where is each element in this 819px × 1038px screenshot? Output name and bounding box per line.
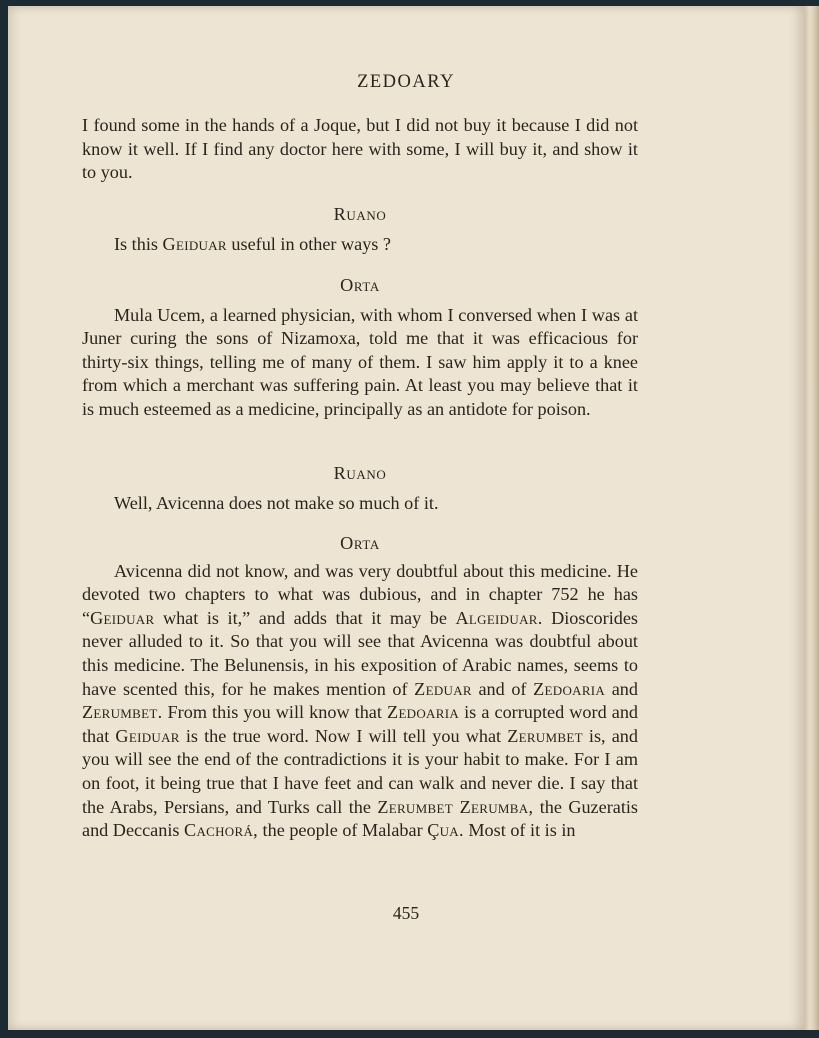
term: Geiduar bbox=[90, 607, 155, 628]
term: Zerumbet. bbox=[82, 702, 163, 723]
paragraph: Well, Avicenna does not make so much of it. bbox=[114, 492, 439, 513]
page-edges bbox=[804, 6, 819, 1030]
book-page bbox=[8, 6, 804, 1030]
term: Geiduar bbox=[162, 233, 227, 254]
paragraph: I found some in the hands of a Joque, but I did not buy it because I did not know it well. If I find any doctor here with some, I will buy it, and show it to you. bbox=[82, 115, 638, 183]
term: Zeduar bbox=[414, 678, 472, 699]
term: Algeiduar. bbox=[455, 607, 543, 628]
paragraph: Is this Geiduar useful in other ways ? bbox=[114, 233, 392, 254]
paragraph: Avicenna did not know, and was very doubtful about this medicine. He devoted two chapters to what was dubious, and in chapter 752 he has “Geiduar what is it,” and adds that it may be Algeiduar. Dioscorides never alluded to it. So that you will see that Avicenna was doubtful about this medicine. The Belunensis, in his exposition of Arabic names, seems to have scented this, for he makes mention of Zeduar and of Zedoaria and Zerumbet. From this you will know that Zedoaria is a corrupted word and that Geiduar is the true word. Now I will tell you what Zerumbet is, and you will see the end of the contradictions it is your habit to make. For I am on foot, it being true that I have feet and can walk and never die. I say that the Arabs, Persians, and Turks call the Zerumbet Zerumba, the Guzeratis and Deccanis Cachorá, the people of Malabar Çua. Most of it is in bbox=[82, 560, 639, 841]
dialogue-block-5 bbox=[82, 532, 638, 843]
term: Zedoaria bbox=[533, 678, 606, 699]
speaker-heading: Ruano bbox=[333, 204, 387, 224]
term: Geiduar bbox=[115, 725, 180, 746]
term: Zedoaria bbox=[387, 702, 460, 723]
dialogue-block-4 bbox=[82, 462, 638, 515]
term: Çua. bbox=[427, 820, 464, 841]
dialogue-block-3 bbox=[82, 274, 638, 422]
running-head: ZEDOARY bbox=[357, 72, 455, 92]
paragraph: Mula Ucem, a learned physician, with whom I conversed when I was at Juner curing the sons of Nizamoxa, told me that it was efficacious for thirty-six things, telling me of many of them. I saw him apply it to a knee from which a merchant was suffering pain. At least you may believe that it is much esteemed as a medicine, principally as an antidote for poison. bbox=[82, 304, 638, 419]
speaker-heading: Orta bbox=[340, 275, 380, 295]
speaker-heading: Ruano bbox=[333, 463, 387, 483]
term: Cachorá, bbox=[184, 820, 258, 841]
dialogue-block-1 bbox=[82, 114, 638, 185]
term: Zerumbet Zerumba, bbox=[377, 796, 534, 817]
dialogue-block-2 bbox=[82, 203, 638, 256]
term: Zerumbet bbox=[507, 725, 583, 746]
page-number: 455 bbox=[392, 903, 420, 923]
speaker-heading: Orta bbox=[340, 533, 380, 553]
